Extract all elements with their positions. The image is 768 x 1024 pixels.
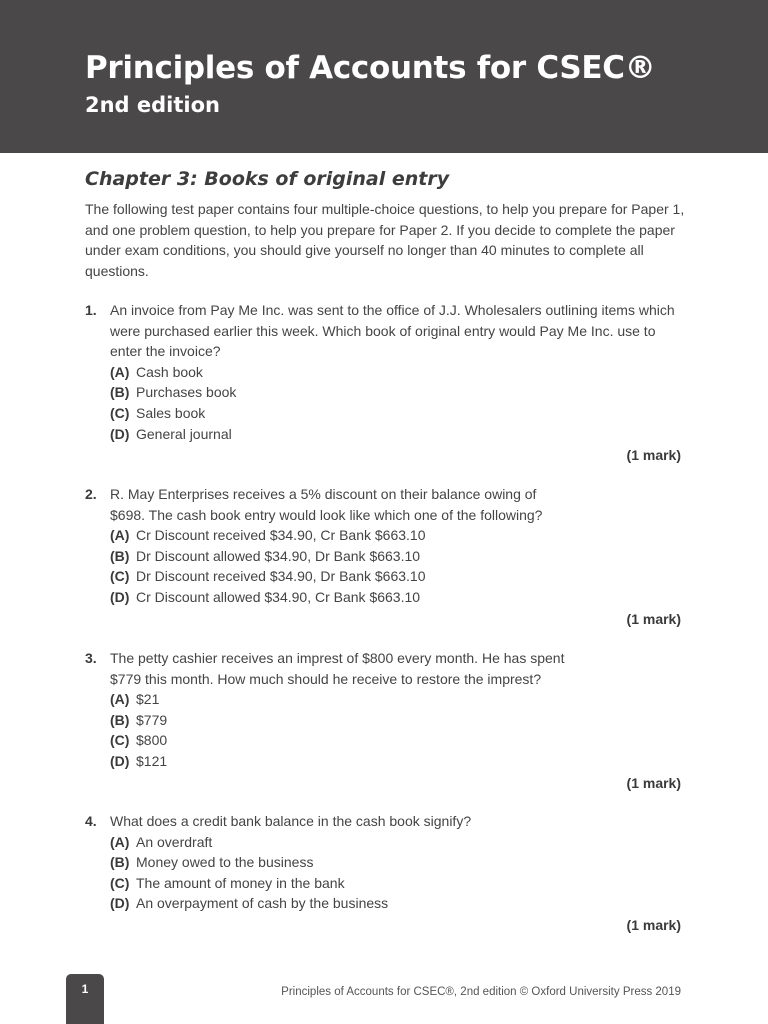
mark-label: (1 mark) <box>626 447 681 464</box>
option-letter: (D) <box>110 425 130 442</box>
mark-label: (1 mark) <box>626 610 681 627</box>
option-text: Purchases book <box>136 384 237 401</box>
question-text: What does a credit bank balance in the cash book signify? <box>110 813 472 829</box>
footer-copyright: Principles of Accounts for CSEC®, 2nd edition © Oxford University Press 2019 <box>281 986 681 998</box>
option-letter: (B) <box>110 547 130 564</box>
page-number: 1 <box>81 982 89 996</box>
option-text: $779 <box>136 711 168 728</box>
option-text: $800 <box>136 732 168 749</box>
option-text: An overdraft <box>136 833 213 850</box>
mark-label: (1 mark) <box>626 916 681 933</box>
option-c <box>110 873 685 894</box>
option-text: Dr Discount received $34.90, Dr Bank $663.10 <box>136 568 426 585</box>
page-header <box>0 0 768 153</box>
option-a <box>110 832 685 853</box>
option-letter: (C) <box>110 568 130 585</box>
option-text: An overpayment of cash by the business <box>136 895 389 912</box>
question-1 <box>85 300 685 466</box>
option-letter: (C) <box>110 732 130 749</box>
option-letter: (B) <box>110 384 130 401</box>
book-title: Principles of Accounts for CSEC® <box>85 50 656 86</box>
option-text: Money owed to the business <box>136 854 314 871</box>
option-c <box>110 730 685 751</box>
option-b <box>110 382 685 403</box>
question-2 <box>85 484 685 629</box>
option-text: Cr Discount received $34.90, Cr Bank $663.10 <box>136 527 426 544</box>
option-d <box>110 893 685 914</box>
option-d <box>110 587 685 608</box>
option-letter: (C) <box>110 404 130 421</box>
question-number: 3. <box>85 650 97 666</box>
option-d <box>110 424 685 445</box>
option-a <box>110 362 685 383</box>
option-letter: (C) <box>110 874 130 891</box>
question-3 <box>85 648 685 793</box>
option-d <box>110 751 685 772</box>
question-text: An invoice from Pay Me Inc. was sent to the office of J.J. Wholesalers outlining items which were purchased earlier this week. Which book of original entry would Pay Me Inc. use to enter the invoice? <box>110 302 675 360</box>
option-c <box>110 403 685 424</box>
chapter-intro: The following test paper contains four multiple-choice questions, to help you prepare for Paper 1, and one problem question, to help you prepare for Paper 2. If you decide to complete the paper under exam conditions, you should give yourself no longer than 40 minutes to complete all questions. <box>85 201 685 279</box>
option-text: $121 <box>136 752 168 769</box>
option-letter: (A) <box>110 691 130 708</box>
option-text: $21 <box>136 691 160 708</box>
option-a <box>110 689 685 710</box>
option-letter: (A) <box>110 833 130 850</box>
option-letter: (A) <box>110 527 130 544</box>
option-letter: (B) <box>110 854 130 871</box>
option-text: The amount of money in the bank <box>136 874 345 891</box>
page-number-tab <box>66 974 104 1024</box>
option-letter: (A) <box>110 363 130 380</box>
option-text: General journal <box>136 425 232 442</box>
option-text: Sales book <box>136 404 206 421</box>
question-text: R. May Enterprises receives a 5% discount on their balance owing of $698. The cash book entry would look like which one of the following? <box>110 486 543 523</box>
question-text: The petty cashier receives an imprest of $800 every month. He has spent $779 this month. How much should he receive to restore the imprest? <box>110 650 565 687</box>
option-c <box>110 566 685 587</box>
option-a <box>110 525 685 546</box>
option-text: Cash book <box>136 363 203 380</box>
option-text: Dr Discount allowed $34.90, Dr Bank $663.10 <box>136 547 421 564</box>
book-edition: 2nd edition <box>85 93 220 117</box>
option-b <box>110 546 685 567</box>
question-4 <box>85 811 685 936</box>
option-b <box>110 852 685 873</box>
option-letter: (B) <box>110 711 130 728</box>
question-number: 2. <box>85 486 97 502</box>
option-letter: (D) <box>110 895 130 912</box>
option-text: Cr Discount allowed $34.90, Cr Bank $663.10 <box>136 588 421 605</box>
option-b <box>110 710 685 731</box>
question-number: 1. <box>85 302 97 318</box>
option-letter: (D) <box>110 752 130 769</box>
chapter-title: Chapter 3: Books of original entry <box>85 168 450 190</box>
question-number: 4. <box>85 813 97 829</box>
option-letter: (D) <box>110 588 130 605</box>
mark-label: (1 mark) <box>626 774 681 791</box>
